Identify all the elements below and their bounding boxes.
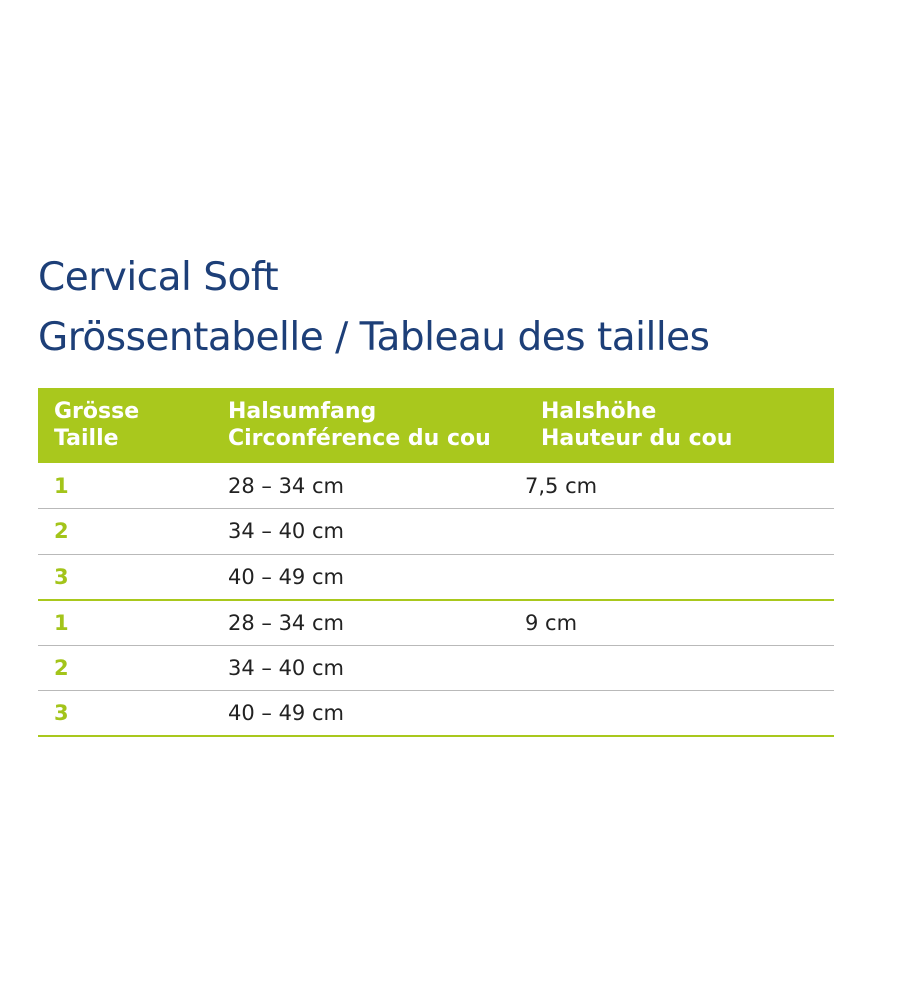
circumference-cell: 34 – 40 cm [212,645,525,691]
header-circumference-de: Halsumfang [228,399,377,424]
header-height-de: Halshöhe [541,399,657,424]
table-header-row [38,388,834,463]
height-cell [525,509,834,555]
header-height-fr: Hauteur du cou [541,426,733,451]
size-cell: 2 [38,645,212,691]
height-cell [525,645,834,691]
size-cell: 3 [38,554,212,600]
header-height [525,388,834,463]
header-circumference-fr: Circonférence du cou [228,426,491,451]
size-cell: 1 [38,600,212,646]
table-row [38,463,834,509]
circumference-cell: 34 – 40 cm [212,509,525,555]
header-circumference [212,388,525,463]
height-cell: 7,5 cm [525,463,834,509]
table-row [38,645,834,691]
height-cell [525,554,834,600]
circumference-cell: 40 – 49 cm [212,691,525,737]
size-cell: 2 [38,509,212,555]
size-cell: 3 [38,691,212,737]
page-subtitle: Grössentabelle / Tableau des tailles [38,315,710,360]
table-row [38,600,834,646]
header-size-fr: Taille [54,426,119,451]
height-cell [525,691,834,737]
page-title: Cervical Soft [38,255,279,300]
table-row [38,509,834,555]
table-row [38,554,834,600]
circumference-cell: 28 – 34 cm [212,463,525,509]
table-row [38,691,834,737]
circumference-cell: 28 – 34 cm [212,600,525,646]
circumference-cell: 40 – 49 cm [212,554,525,600]
header-size [38,388,212,463]
size-table [38,388,834,737]
height-cell: 9 cm [525,600,834,646]
size-cell: 1 [38,463,212,509]
header-size-de: Grösse [54,399,140,424]
